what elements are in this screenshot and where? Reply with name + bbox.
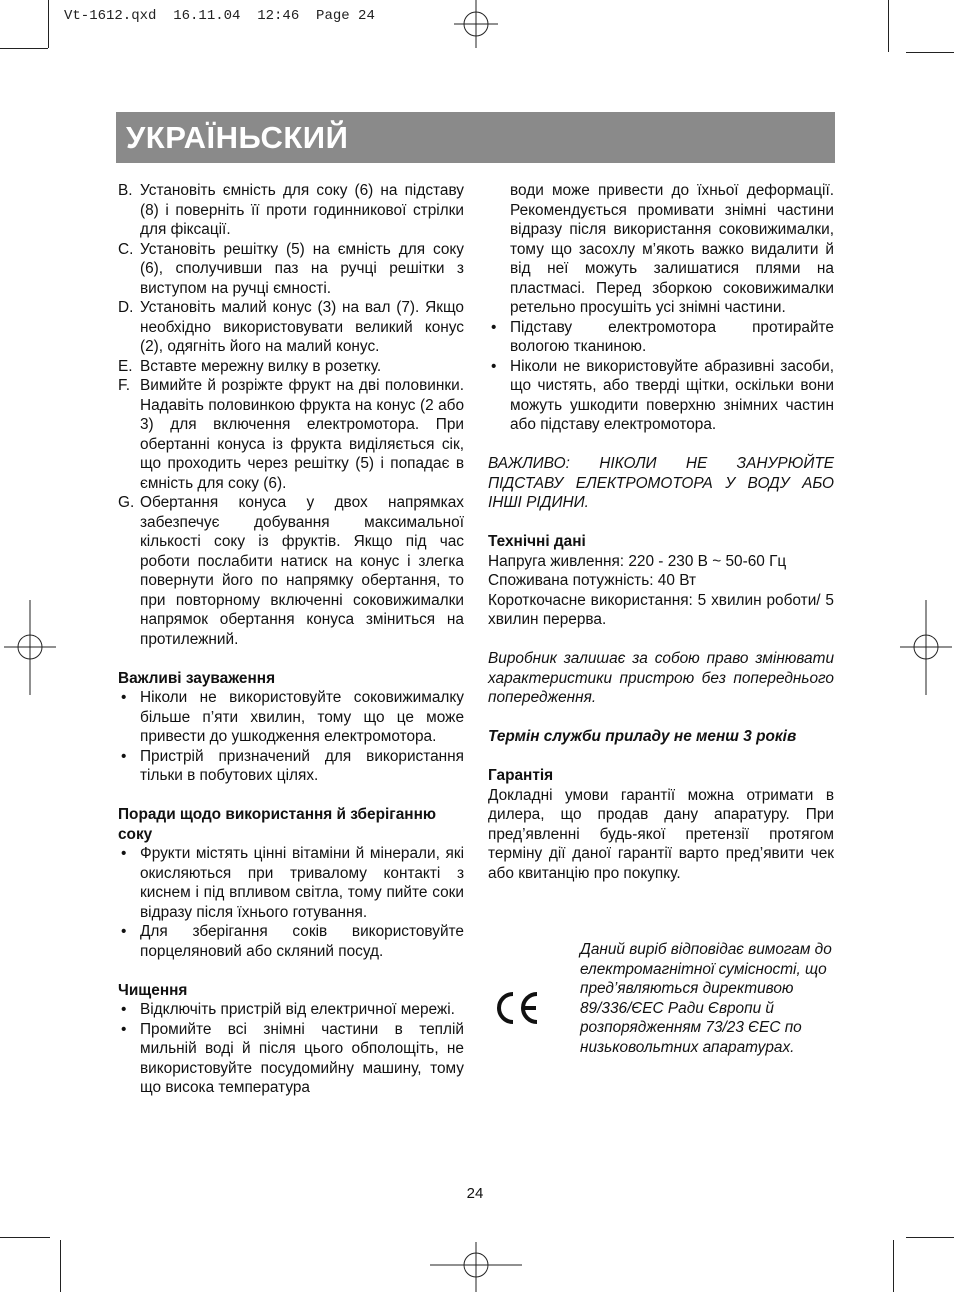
list-item [118,1020,464,1098]
step-label: G. [118,494,135,511]
specs-heading: Технічні дані [488,533,586,550]
list-item [118,844,464,922]
step-item [118,493,464,649]
right-column [488,181,834,883]
list-item-text: Підставу електромотора протирайте вологою тканиною. [510,318,834,355]
step-item [118,240,464,299]
bullet-icon: • [491,357,497,375]
cleaning-heading: Чищення [118,981,188,999]
registration-mark-left [0,600,60,700]
list-item-text: Ніколи не використовуйте абразивні засоби, що чистять, або тверді щітки, оскільки вони можуть ушкодити поверхню знімних частин або підставу електромотора. [510,357,834,433]
ce-compliance-text: Даний виріб відповідає вимогам до електромагнітної сумісності, що пред’являються директивою 89/336/ЄЕС Ради Європи й розпорядженням 73/23 ЄЕС по низьковольтних апаратурах. [580,941,832,1056]
list-item-text: Відключіть пристрій від електричної мережі. [140,1001,455,1018]
step-text: Обертання конуса у двох напрямках забезпечує добування максимальної кількості соку із фруктів. Якщо під час роботи послабити натиск на конус і злегка повернути його по напрямку обертання, то при повторному включенні соковижималки напрямок обертання конуса зміниться на протилежний. [140,494,464,648]
step-label: B. [118,182,133,199]
continued-item [488,181,834,318]
registration-mark-top [440,0,520,50]
registration-mark-bottom [430,1240,530,1292]
spec-line: Короткочасне використання: 5 хвилин роботи/ 5 хвилин перерва. [488,591,834,628]
list-item [118,922,464,961]
spec-line: Напруга живлення: 220 - 230 В ~ 50-60 Гц [488,552,787,570]
continued-text: води може привести до їхньої деформації. Рекомендується промивати знімні частини відразу після використання соковижималки, тому що засохлу м’якоть важко видалити й від неї можуть залишатися плями на пластмасі. Перед зборкою соковижималки ретельно просушіть усі знімні частини. [510,182,834,316]
list-item [118,1000,464,1020]
bullet-icon: • [121,689,127,706]
bullet-icon: • [491,318,497,336]
bullet-icon: • [121,923,127,940]
step-item [118,376,464,493]
warranty-heading: Гарантія [488,767,554,784]
list-item-text: Пристрій призначений для використання тільки в побутових цілях. [140,747,464,784]
list-item [118,688,464,747]
list-item-text: Ніколи не використовуйте соковижималку більше п’яти хвилин, тому що це може привести до ушкодження електромотора. [140,689,464,745]
step-text: Вимийте й розріжте фрукт на дві половинки. Надавіть половинкою фрукта на конус (2 або 3) для включення електромотора. При обертанні конуса із фрукта виділяється сік, що проходить через решітку (5) і попадає в ємність для соку (6). [140,377,464,492]
banner-title: УКРАЇНЬСКИЙ [126,120,349,155]
bullet-icon: • [121,1020,127,1038]
bullet-icon: • [121,845,127,862]
step-item [118,298,464,357]
left-column [118,181,464,1098]
ce-mark-icon [493,988,541,1028]
important-warning: ВАЖЛИВО: НІКОЛИ НЕ ЗАНУРЮЙТЕ ПІДСТАВУ ЕЛЕКТРОМОТОРА У ВОДУ АБО ІНШІ РІДИНИ. [488,455,834,511]
list-item [488,318,834,357]
manufacturer-note: Виробник залишає за собою право змінювати характеристики пристрою без попереднього попередження. [488,650,834,706]
step-label: D. [118,299,134,316]
warranty-text: Докладні умови гарантії можна отримати в дилера, що продав дану апаратуру. При пред’явленні будь-якої претензії протягом терміну дії даної гарантії варто пред’явити чек або квитанцію про покупку. [488,786,834,882]
bullet-icon: • [121,747,127,765]
ce-compliance-block [488,940,834,1080]
service-life: Термін служби приладу не менш 3 років [488,728,797,745]
list-item-text: Для зберігання соків використовуйте порцеляновий або скляний посуд. [140,923,464,960]
step-text: Установіть малий конус (3) на вал (7). Якщо необхідно використовувати великий конус (2), одягніть його на малий конус. [140,299,464,355]
list-item-text: Фрукти містять цінні вітаміни й мінерали, які окисляються при тривалому контакті з киснем і під впливом світла, тому пийте соки відразу після їхнього готування. [140,845,464,921]
notes-heading: Важливі зауваження [118,669,276,687]
step-text: Вставте мережну вилку в розетку. [140,357,382,375]
list-item [488,357,834,435]
step-label: F. [118,377,130,394]
step-label: C. [118,240,134,258]
tips-heading: Поради щодо використання й зберіганню соку [118,806,437,843]
print-slug: Vt-1612.qxd 16.11.04 12:46 Page 24 [64,8,375,24]
step-text: Установіть ємність для соку (6) на підставу (8) і поверніть її проти годинникової стрілки для фіксації. [140,182,464,238]
page-number: 24 [466,1185,484,1202]
step-text: Установіть решітку (5) на ємність для соку (6), сполучивши паз на ручці решітки з виступом на ручці ємності. [140,240,464,297]
registration-mark-right [896,600,954,700]
list-item [118,747,464,786]
list-item-text: Промийте всі знімні частини в теплій мильній воді й після цього обполощіть, не використовуйте посудомийну машину, тому що висока температура [140,1020,464,1096]
spec-line: Споживана потужність: 40 Вт [488,572,696,589]
step-item [118,357,464,377]
language-banner [116,112,835,163]
step-label: E. [118,357,133,375]
step-item [118,181,464,240]
bullet-icon: • [121,1001,127,1018]
